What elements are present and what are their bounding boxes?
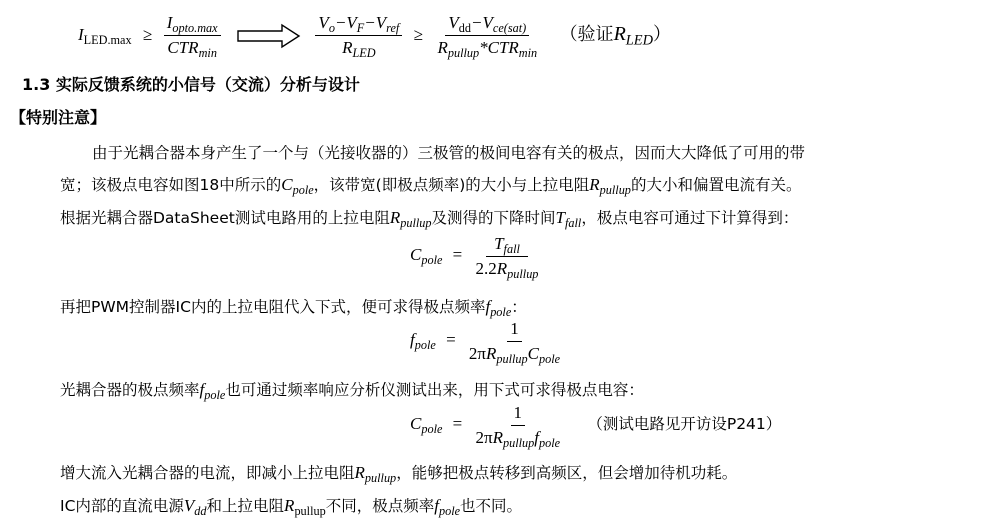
- paragraph-line: 再把PWM控制器IC内的上拉电阻代入下式，便可求得极点频率$f_{pole}$：: [60, 297, 527, 319]
- equation-fpole: $f_{pole}$ = $\frac{1}{2\pi R_{pullup}C_{pole}}$: [410, 319, 561, 366]
- fraction-voltage-rled: $\frac{V_o-V_F-V_{ref}}{R_{LED}}$: [315, 12, 402, 59]
- test-circuit-note: （测试电路见开访设P241）: [587, 415, 782, 434]
- implies-arrow-icon: [236, 23, 302, 49]
- section-heading: 1.3 实际反馈系统的小信号（交流）分析与设计: [22, 75, 360, 94]
- ge-sign: ≥: [142, 25, 153, 44]
- paragraph-line: IC内部的直流电源$V_{dd}$和上拉电阻$R_{pullup}$不同，极点频率$f_{pole}$也不同。: [60, 496, 523, 518]
- paragraph-line: 增大流入光耦合器的电流，即减小上拉电阻$R_{pullup}$，能够把极点转移到高频区，但会增加待机功耗。: [60, 463, 738, 485]
- verify-note: （验证$R_{LED}$）: [559, 23, 671, 49]
- ge-sign: ≥: [413, 25, 424, 44]
- equation-cpole-fpole: $C_{pole}$ = $\frac{1}{2\pi R_{pullup}f_{pole}}$ （测试电路见开访设P241）: [410, 403, 782, 450]
- paragraph-line: 由于光耦合器本身产生了一个与（光接收器的）三极管的极间电容有关的极点，因而大大降低了可用的带: [92, 144, 806, 162]
- equation-cpole-tfall: $C_{pole}$ = $\frac{T_{fall}}{2.2R_{pullup}}$: [410, 234, 539, 281]
- fraction-vdd-pullup: $\frac{V_{dd}-V_{ce(sat)}}{R_{pullup}*CTR_{min}}$: [437, 13, 538, 60]
- lhs-current: $I_{LED.max}$: [78, 25, 132, 47]
- paragraph-line: 宽；该极点电容如图18中所示的$C_{pole}$，该带宽(即极点频率)的大小与上拉电阻$R_{pullup}$的大小和偏置电流有关。: [60, 175, 802, 197]
- notice-heading: 【特别注意】: [10, 108, 107, 127]
- fraction-opto-ctr: $\frac{I_{opto.max}}{CTR_{min}}$: [164, 12, 221, 59]
- paragraph-line: 根据光耦合器DataSheet测试电路用的上拉电阻$R_{pullup}$及测得的下降时间$T_{fall}$，极点电容可通过下计算得到：: [60, 208, 799, 230]
- paragraph-line: 光耦合器的极点频率$f_{pole}$也可通过频率响应分析仪测试出来，用下式可求得极点电容：: [60, 380, 644, 402]
- top-inequality: [78, 12, 671, 64]
